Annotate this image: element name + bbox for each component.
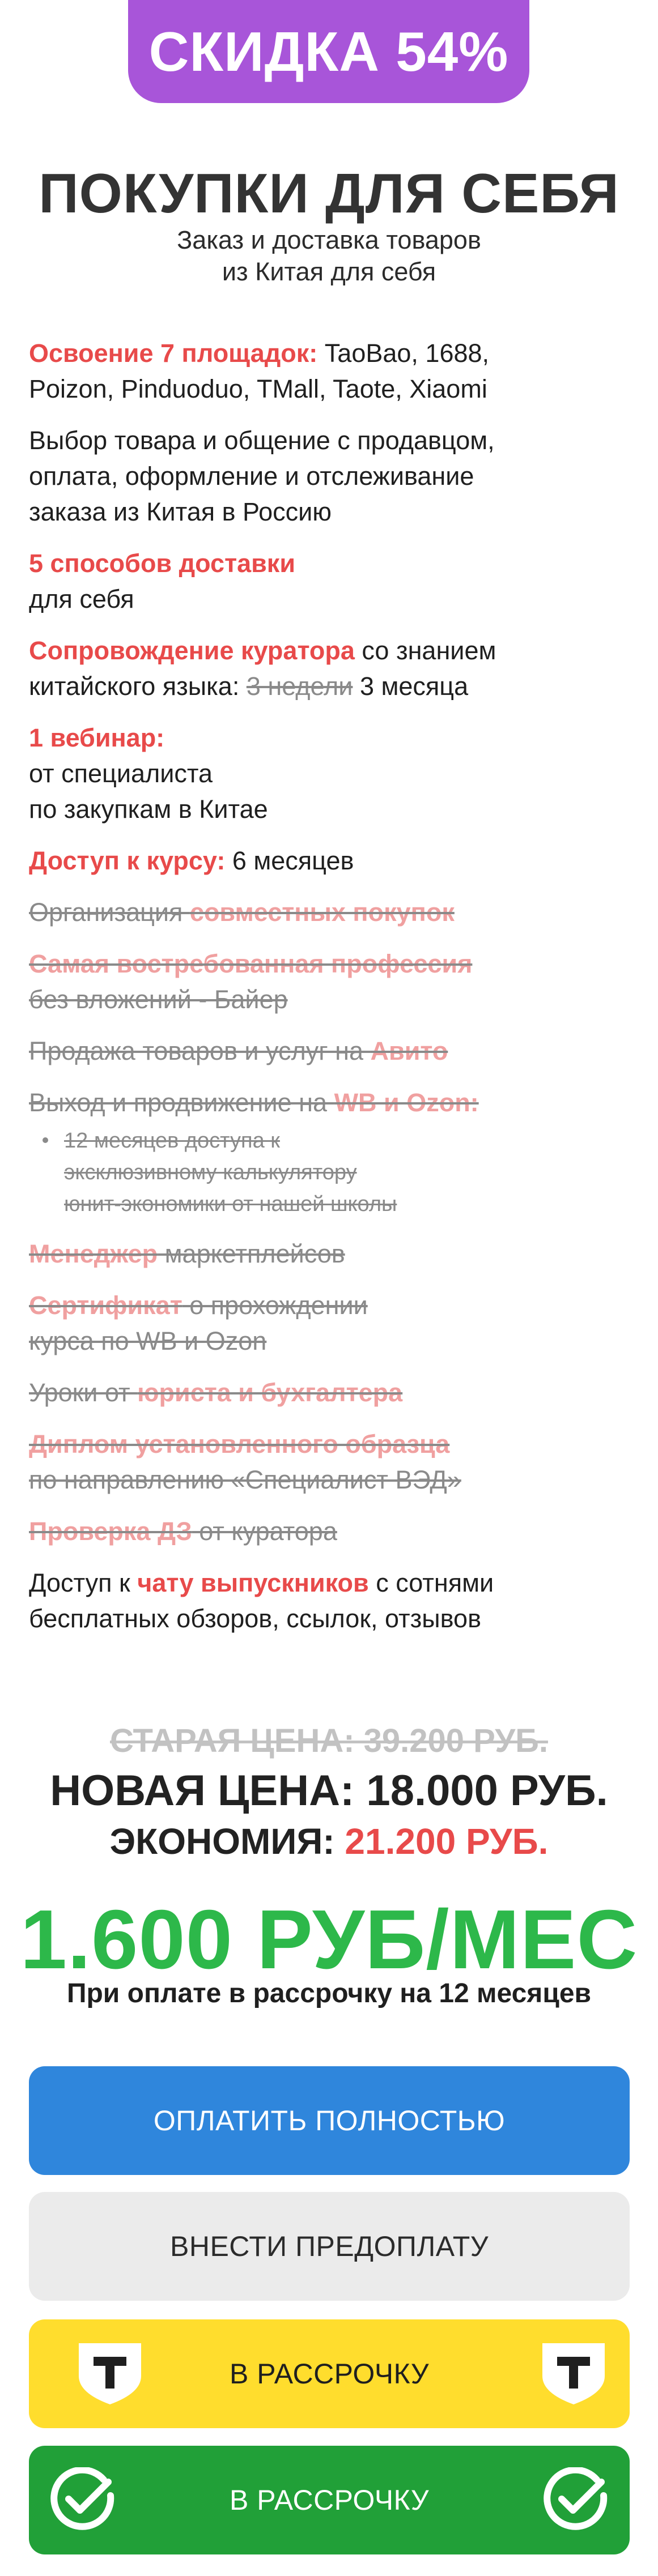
feature-marketplaces-title	[29, 1085, 630, 1120]
feature-highlight: Менеджер	[29, 1239, 158, 1268]
tinkoff-installment-button[interactable]	[29, 2319, 630, 2428]
tinkoff-logo-icon	[77, 2341, 143, 2407]
feature-text: от куратора	[192, 1517, 337, 1546]
feature-delivery	[29, 545, 630, 617]
discount-badge: СКИДКА 54%	[128, 0, 529, 103]
feature-text: Доступ к	[29, 1568, 138, 1597]
new-price: НОВАЯ ЦЕНА: 18.000 РУБ.	[50, 1767, 608, 1815]
feature-text: с сотнями	[368, 1568, 494, 1597]
list-item	[29, 1125, 630, 1220]
feature-text: заказа из Китая в Россию	[29, 497, 332, 526]
button-label: В РАССРОЧКУ	[229, 2484, 430, 2516]
bullet-icon	[43, 1137, 48, 1143]
feature-marketplaces	[29, 1085, 630, 1220]
feature-highlight: совместных покупок	[189, 898, 455, 927]
feature-old-value: 3 недели	[246, 672, 353, 701]
monthly-note: При оплате в рассрочку на 12 месяцев	[66, 1978, 592, 2008]
feature-text: маркетплейсов	[158, 1239, 345, 1268]
feature-text: от специалиста	[29, 759, 213, 788]
feature-text: Выход и продвижение на	[29, 1088, 334, 1117]
feature-highlight: юриста и бухгалтера	[137, 1378, 403, 1407]
subtitle-line: Заказ и доставка товаров	[177, 225, 481, 254]
feature-text: китайского языка:	[29, 672, 247, 701]
saving-label: ЭКОНОМИЯ:	[109, 1821, 345, 1862]
monthly-price: 1.600 РУБ/МЕС	[20, 1893, 638, 1986]
button-label: ВНЕСТИ ПРЕДОПЛАТУ	[169, 2230, 489, 2262]
feature-list	[29, 335, 630, 1636]
feature-text: Выбор товара и общение с продавцом,	[29, 426, 495, 455]
feature-joint-purchases	[29, 894, 630, 930]
subtitle-line: из Китая для себя	[222, 257, 436, 286]
old-price: СТАРАЯ ЦЕНА: 39.200 РУБ.	[110, 1722, 548, 1759]
feature-highlight: Сопровождение куратора	[29, 636, 355, 665]
feature-alumni-chat	[29, 1565, 630, 1636]
feature-text: со знанием	[354, 636, 496, 665]
feature-avito	[29, 1033, 630, 1069]
prepay-button[interactable]	[29, 2192, 630, 2301]
feature-highlight: Доступ к курсу:	[29, 846, 226, 875]
feature-text: Poizon, Pinduoduo, TMall, Taote, Xiaomi	[29, 374, 487, 403]
sublist-text: 12 месяцев доступа к	[64, 1129, 280, 1153]
feature-highlight: Самая востребованная профессия	[29, 949, 473, 978]
feature-platforms	[29, 335, 630, 407]
sber-check-icon	[542, 2467, 609, 2534]
feature-access	[29, 843, 630, 878]
feature-text: Уроки от	[29, 1378, 138, 1407]
page-title: ПОКУПКИ ДЛЯ СЕБЯ	[39, 162, 619, 224]
feature-highlight: 5 способов доставки	[29, 549, 295, 578]
feature-highlight: Освоение 7 площадок:	[29, 339, 318, 368]
tinkoff-logo-icon	[540, 2341, 607, 2407]
saving-value: 21.200 РУБ.	[345, 1821, 549, 1862]
feature-text: оплата, оформление и отслеживание	[29, 462, 474, 491]
feature-text: по закупкам в Китае	[29, 795, 268, 824]
feature-highlight: Проверка ДЗ	[29, 1517, 192, 1546]
feature-highlight: WB и Ozon:	[334, 1088, 479, 1117]
feature-text: 6 месяцев	[225, 846, 354, 875]
feature-curator	[29, 633, 630, 704]
feature-text: курса по WB и Ozon	[29, 1327, 267, 1355]
feature-text: TaoBao, 1688,	[317, 339, 490, 368]
page-subtitle	[0, 224, 658, 288]
sber-check-icon	[49, 2467, 116, 2534]
feature-text: бесплатных обзоров, ссылок, отзывов	[29, 1604, 481, 1633]
feature-lawyer-lessons	[29, 1375, 630, 1410]
feature-diploma	[29, 1426, 630, 1498]
sber-installment-button[interactable]	[29, 2446, 630, 2554]
feature-text: о прохождении	[182, 1291, 368, 1320]
feature-sublist	[29, 1125, 630, 1220]
feature-highlight: чату выпускников	[137, 1568, 369, 1597]
pay-full-button[interactable]	[29, 2066, 630, 2175]
feature-highlight: Диплом установленного образца	[29, 1430, 450, 1458]
saving	[0, 1820, 658, 1862]
button-label: В РАССРОЧКУ	[229, 2358, 430, 2390]
feature-text: по направлению «Специалист ВЭД»	[29, 1465, 461, 1494]
feature-new-value: 3 месяца	[353, 672, 469, 701]
feature-certificate	[29, 1287, 630, 1359]
feature-highlight: 1 вебинар:	[29, 723, 165, 752]
feature-highlight: Сертификат	[29, 1291, 182, 1320]
sublist-text: эксклюзивному калькулятору	[64, 1161, 357, 1184]
feature-highlight: Авито	[370, 1037, 448, 1065]
feature-homework	[29, 1513, 630, 1549]
feature-manager	[29, 1236, 630, 1272]
feature-text: Организация	[29, 898, 190, 927]
feature-ordering	[29, 423, 630, 530]
feature-webinar	[29, 720, 630, 827]
feature-text: Продажа товаров и услуг на	[29, 1037, 371, 1065]
sublist-text: юнит-экономики от нашей школы	[64, 1192, 397, 1216]
button-label: ОПЛАТИТЬ ПОЛНОСТЬЮ	[153, 2105, 506, 2136]
feature-text: для себя	[29, 585, 134, 613]
feature-text: без вложений - Байер	[29, 985, 288, 1014]
feature-buyer-profession	[29, 946, 630, 1017]
